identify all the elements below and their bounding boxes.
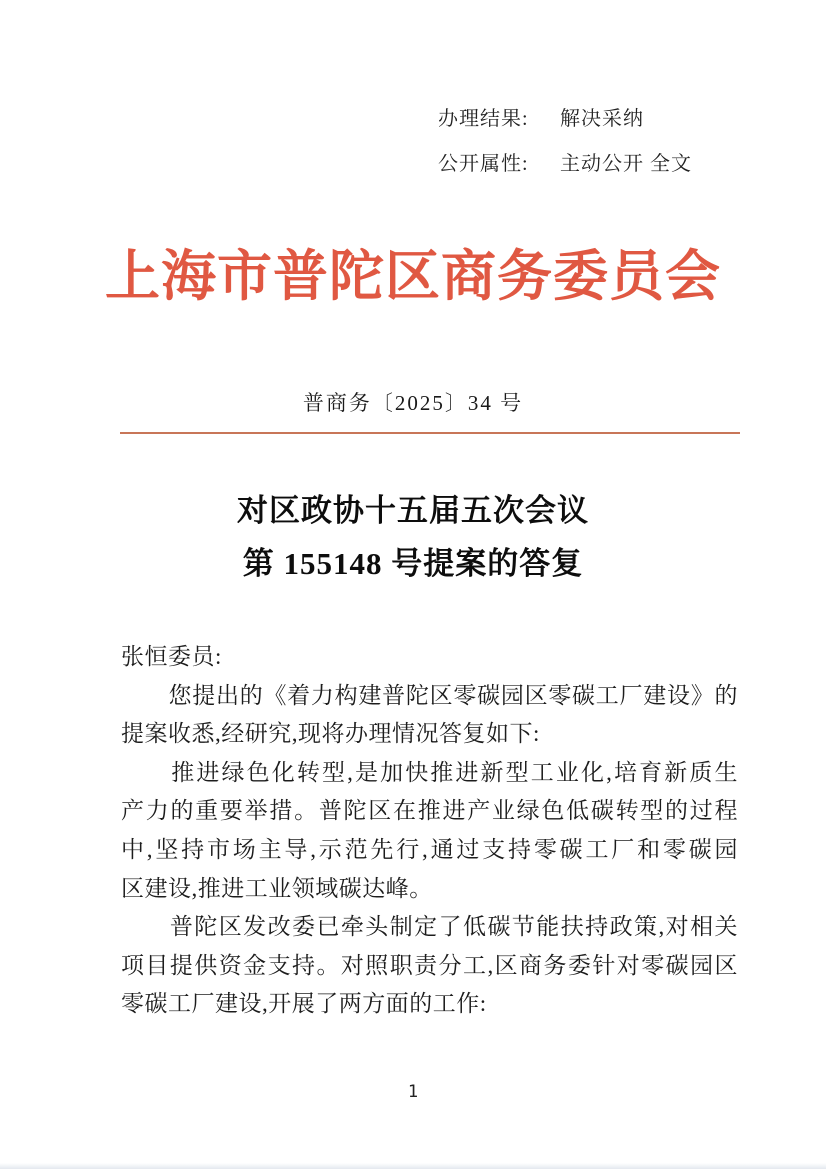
red-divider-rule — [120, 432, 740, 434]
body-text — [121, 638, 738, 1024]
body-line: 张恒委员: — [121, 644, 222, 669]
meta-block — [438, 106, 692, 196]
handling-result-label: 办理结果: — [438, 108, 529, 130]
page-number: 1 — [407, 1082, 419, 1102]
body-line: 提案收悉,经研究,现将办理情况答复如下: — [121, 721, 540, 747]
document-title-line2: 第 155148 号提案的答复 — [242, 546, 584, 581]
handling-result-value: 解决采纳 — [560, 108, 644, 130]
body-line: 零碳工厂建设,开展了两方面的工作: — [121, 991, 487, 1017]
scan-bottom-shadow — [0, 1163, 826, 1169]
document-number: 普商务〔2025〕34 号 — [302, 391, 524, 415]
body-line: 您提出的《着力构建普陀区零碳园区零碳工厂建设》的 — [121, 682, 738, 708]
disclosure-value: 主动公开 全文 — [560, 153, 692, 175]
meta-row-handling-result — [438, 106, 692, 132]
disclosure-label: 公开属性: — [438, 153, 529, 175]
body-line: 项目提供资金支持。对照职责分工,区商务委针对零碳园区 — [121, 952, 738, 978]
meta-row-disclosure — [438, 151, 692, 177]
body-line: 普陀区发改委已牵头制定了低碳节能扶持政策,对相关 — [121, 914, 738, 940]
body-line: 区建设,推进工业领域碳达峰。 — [121, 875, 433, 901]
document-title-line1: 对区政协十五届五次会议 — [237, 493, 589, 528]
body-line: 中,坚持市场主导,示范先行,通过支持零碳工厂和零碳园 — [121, 836, 738, 862]
document-title — [0, 484, 826, 590]
organization-title: 上海市普陀区商务委员会 — [104, 246, 721, 307]
body-line: 推进绿色化转型,是加快推进新型工业化,培育新质生 — [121, 759, 738, 785]
body-line: 产力的重要举措。普陀区在推进产业绿色低碳转型的过程 — [121, 798, 738, 824]
